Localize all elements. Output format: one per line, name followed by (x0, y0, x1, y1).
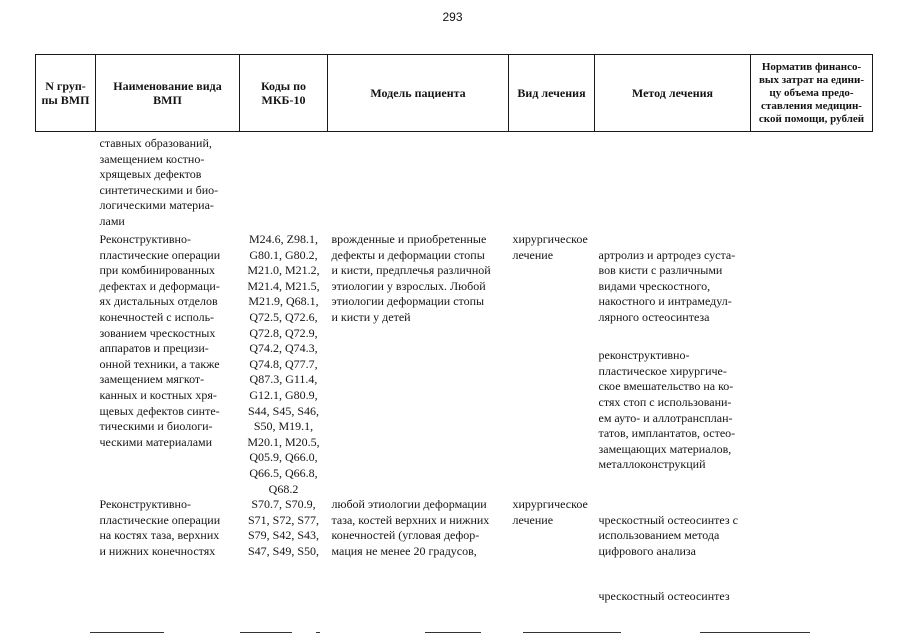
cell-treatment: хирургическое лечение (512, 232, 588, 262)
table-row (36, 232, 873, 497)
method-item: чрескостный остеосинтез с использованием метода цифрового анализа (598, 512, 738, 558)
cell-method (595, 132, 751, 233)
cell-codes: M24.6, Z98.1, G80.1, G80.2, M21.0, M21.2, M21.4, M21.5, M21.9, Q68.1, Q72.5, Q72.6, Q72.8, Q72.9, Q74.2, Q74.3, Q74.8, Q77.7, Q87.3, G11.4, G12.1, G80.9, S44, S45, S46, S50, M19.1, M20.1, M20.5, Q05.9, Q66.0, Q66.5, Q66.8, Q68.2 (247, 232, 320, 496)
footer-rule (700, 632, 810, 633)
header-treatment: Вид лечения (509, 55, 595, 132)
vmp-table (35, 54, 873, 620)
cell-name: Реконструктивно- пластические операции при комбинированных дефектах и деформаци- ях дистальных отделов конечностей с исполь- зованием чрескостных аппаратов и прецизи- онной техники, а также замещением мягкот- канных и костных хря- щевых дефектов синте- тическими и биологи- ческими материалами (99, 232, 221, 449)
cell-group (36, 497, 96, 620)
header-norm: Норматив финансо- вых затрат на едини- цу объема предо- ставления медицин- ской помощи, рублей (751, 55, 873, 132)
cell-method (595, 497, 751, 620)
header-method: Метод лечения (595, 55, 751, 132)
header-codes: Коды по МКБ-10 (240, 55, 328, 132)
cell-codes (240, 132, 328, 233)
method-item: артролиз и артродез суста- вов кисти с различными видами чрескостного, накостного и интрамедул- лярного остеосинтеза (598, 247, 736, 324)
header-model: Модель пациента (328, 55, 509, 132)
cell-norm (751, 132, 873, 233)
method-item: чрескостный остеосинтез (598, 589, 730, 604)
cell-norm (751, 497, 873, 620)
cell-model: любой этиологии деформации таза, костей верхних и нижних конечностей (угловая дефор- мация не менее 20 градусов, (331, 497, 490, 558)
cell-treatment: хирургическое лечение (512, 497, 588, 527)
cell-name: ставных образований, замещением костно- хрящевых дефектов синтетическими и био- логическими материа- лами (99, 136, 219, 228)
cell-method (595, 232, 751, 497)
cell-codes: S70.7, S70.9, S71, S72, S77, S79, S42, S43, S47, S49, S50, (247, 497, 320, 558)
header-name: Наименование вида ВМП (96, 55, 240, 132)
table-row (36, 497, 873, 620)
footer-rule (523, 632, 621, 633)
footer-rule (425, 632, 481, 633)
cell-group (36, 232, 96, 497)
cell-treatment (509, 132, 595, 233)
table-row (36, 132, 873, 233)
cell-model (328, 132, 509, 233)
table-header (36, 55, 873, 132)
cell-name: Реконструктивно- пластические операции на костях таза, верхних и нижних конечностях (99, 497, 221, 558)
footer-rule (90, 632, 164, 633)
method-item: реконструктивно- пластическое хирургиче- ское вмешательство на ко- стях стоп с использовани- ем ауто- и аллотрансплан- татов, имплантатов, остео- замещающих материалов, металлоконструкций (598, 348, 736, 472)
header-group: N груп- пы ВМП (36, 55, 96, 132)
footer-rule (316, 632, 320, 633)
footer-rule (240, 632, 292, 633)
page-number: 293 (442, 10, 463, 24)
cell-group (36, 132, 96, 233)
cell-model: врожденные и приобретенные дефекты и деформации стопы и кисти, предплечья различной этиологии у взрослых. Любой этиологии деформации стопы и кисти у детей (331, 232, 491, 324)
cell-norm (751, 232, 873, 497)
